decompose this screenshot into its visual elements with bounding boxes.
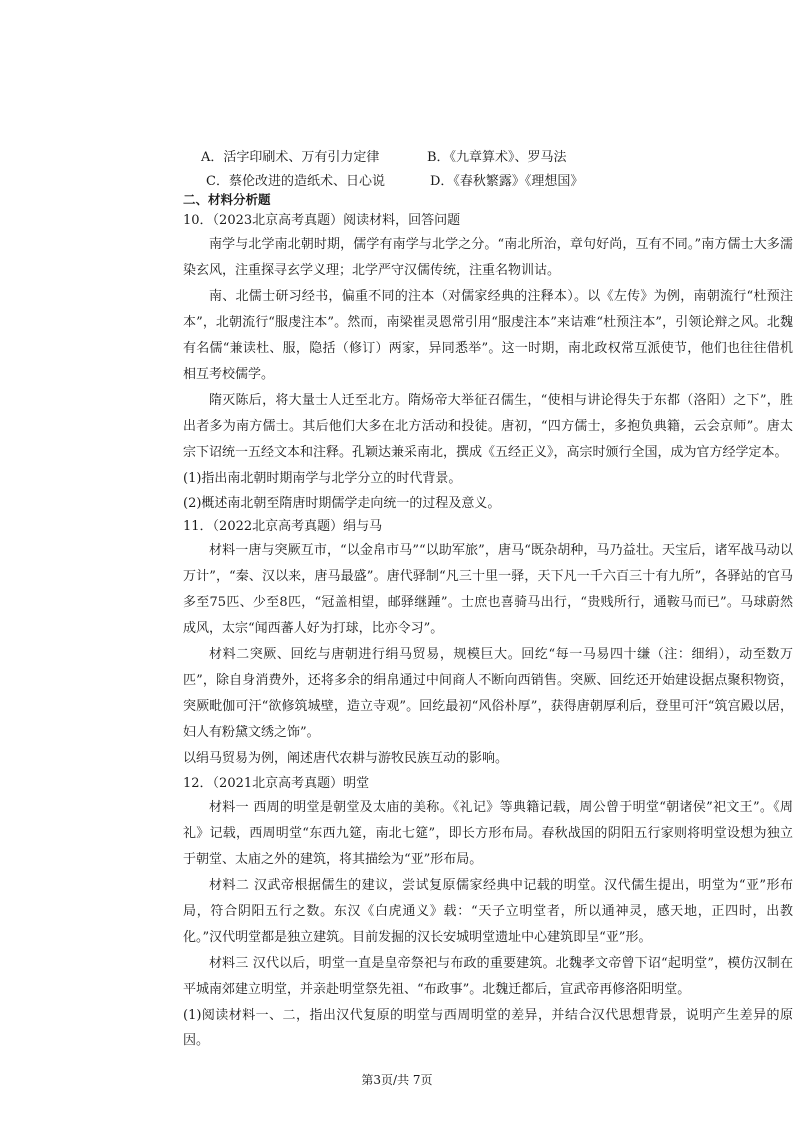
- q10-material-3: 隋灭陈后，将大量士人迁至北方。隋炀帝大举征召儒生，“使相与讲论得失于东都（洛阳）之下”，胜出者多为南方儒士。其后他们大多在北方活动和投徒。唐初，“四方儒士，多抱负典籍，云会京师”。唐太宗下诏统一五经文本和注释。孔颖达兼采南北，撰成《五经正义》，高宗时颁行全国，成为官方经学定本。: [183, 393, 793, 460]
- q10-sub-question-2: (2)概述南北朝至隋唐时期儒学走向统一的过程及意义。: [183, 496, 501, 511]
- q10-material-1: 南学与北学南北朝时期，儒学有南学与北学之分。“南北所治，章句好尚，互有不同。”南方儒士大多濡染玄风，注重探寻玄学义理；北学严守汉儒传统，注重名物训诂。: [183, 237, 793, 278]
- question-10-title: 10．（2023北京高考真题）阅读材料，回答问题: [183, 213, 461, 228]
- option-c: C．蔡伦改进的造纸术、日心说: [206, 174, 385, 189]
- question-11-title: 11．（2022北京高考真题）绢与马: [183, 519, 383, 534]
- option-a: A．活字印刷术、万有引力定律: [201, 150, 380, 165]
- q10-sub-question-1: (1)指出南北朝时期南学与北学分立的时代背景。: [183, 471, 462, 486]
- main-content: [183, 191, 793, 1053]
- q12-material-2: 材料二 汉武帝根据儒生的建议，尝试复原儒家经典中记载的明堂。汉代儒生提出，明堂为“亚”形布局，符合阴阳五行之数。东汉《白虎通义》载：“天子立明堂者，所以通神灵，感天地，正四时，出教化。”汉代明堂都是独立建筑。目前发掘的汉长安城明堂遗址中心建筑即呈“亚”形。: [183, 878, 793, 945]
- q10-material-2: 南、北儒士研习经书，偏重不同的注本（对儒家经典的注释本）。以《左传》为例，南朝流行“杜预注本”，北朝流行“服虔注本”。然而，南梁崔灵恩常引用“服虔注本”来诘难“杜预注本”，引领论辩之风。北魏有名儒“兼读杜、服，隐括（修订）两家，异同悉举”。这一时期，南北政权常互派使节，他们也往往借机相互考校儒学。: [183, 289, 793, 382]
- option-b: B．《九章算术》、罗马法: [427, 150, 567, 165]
- q11-question: 以绢马贸易为例，阐述唐代农耕与游牧民族互动的影响。: [183, 751, 509, 766]
- q11-material-1: 材料一唐与突厥互市，“以金帛市马”“以助军旅”，唐马“既杂胡种，马乃益壮。天宝后，诸军战马动以万计”，“秦、汉以来，唐马最盛”。唐代驿制“凡三十里一驿，天下凡一千六百三十有九所”，各驿站的官马多至75匹、少至8匹，“冠盖相望，邮驿继踵”。士庶也喜骑马出行，“贵贱所行，通鞍马而已”。马球蔚然成风，太宗“闻西蕃人好为打球，比亦令习”。: [183, 543, 793, 636]
- page-footer: 第3页/共 7页: [361, 1073, 433, 1087]
- section-title: 二、材料分析题: [183, 192, 271, 207]
- q12-sub-question-1: (1)阅读材料一、二，指出汉代复原的明堂与西周明堂的差异，并结合汉代思想背景，说明产生差异的原因。: [183, 1008, 793, 1048]
- q12-material-3: 材料三 汉代以后，明堂一直是皇帝祭祀与布政的重要建筑。北魏孝文帝曾下诏“起明堂”，模仿汉制在平城南郊建立明堂，并亲赴明堂祭先祖、“布政事”。北魏迁都后，宣武帝再修洛阳明堂。: [183, 956, 793, 997]
- option-d: D．《春秋繁露》《理想国》: [430, 174, 584, 189]
- question-12-title: 12．（2021北京高考真题）明堂: [183, 776, 370, 791]
- q11-material-2: 材料二突厥、回纥与唐朝进行绢马贸易，规模巨大。回纥“每一马易四十缣（注：细绢），动至数万匹”，除自身消费外，还将多余的绢帛通过中间商人不断向西销售。突厥、回纥还开始建设据点聚积物资，突厥毗伽可汗“欲修筑城壁，造立寺观”。回纥最初“风俗朴厚”，获得唐朝厚利后，登里可汗“筑宫殿以居，妇人有粉黛文绣之饰”。: [183, 647, 793, 740]
- q12-material-1: 材料一 西周的明堂是朝堂及太庙的美称。《礼记》等典籍记载，周公曾于明堂“朝诸侯”祀文王”。《周礼》记载，西周明堂“东西九筵，南北七筵”，即长方形布局。春秋战国的阴阳五行家则将明堂设想为独立于朝堂、太庙之外的建筑，将其描绘为“亚”形布局。: [183, 800, 793, 867]
